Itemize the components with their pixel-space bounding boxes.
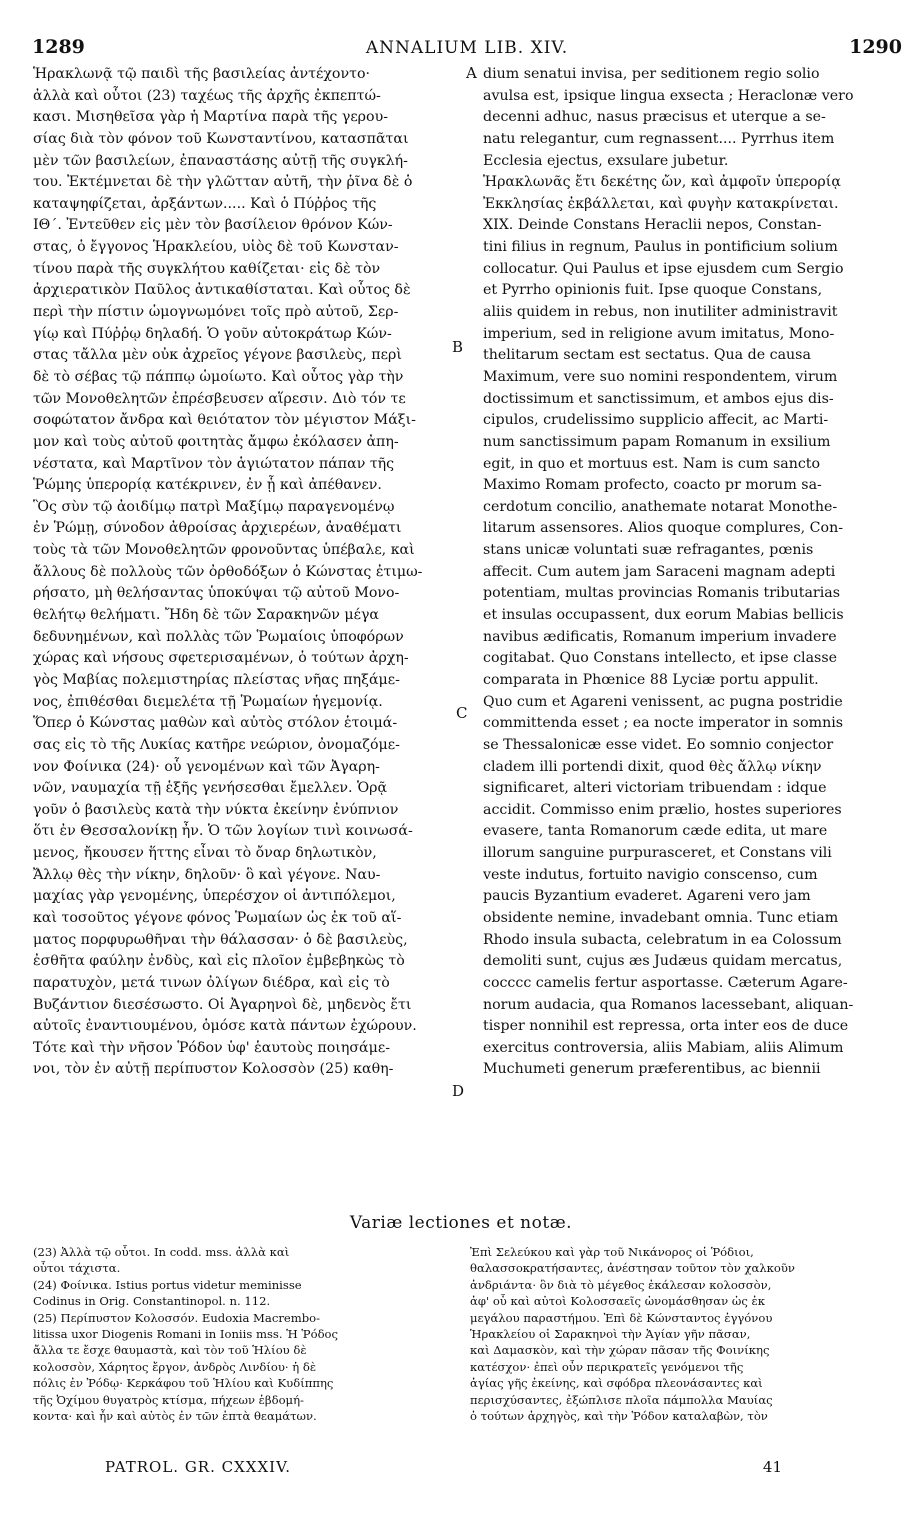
- latin-text-line: comparata in Phœnice 88 Lyciæ portu appulit.: [483, 671, 819, 688]
- latin-text-line: tisper nonnihil est repressa, orta inter eos de duce: [483, 1018, 849, 1035]
- footer-volume: PATROL. GR. CXXXIV.: [105, 1458, 292, 1476]
- latin-text-column: [483, 64, 901, 1081]
- latin-text-line: evasere, tanta Romanorum cæde edita, ut mare: [483, 823, 828, 840]
- latin-text-line: cocccc camelis fertur asportasse. Cæterum Agare-: [483, 974, 848, 991]
- latin-text-line: XIX. Deinde Constans Heraclii nepos, Constan-: [483, 217, 822, 234]
- latin-text-line: cogitabat. Quo Constans intellecto, et ipse classe: [483, 650, 838, 667]
- note-line: περισχύσαντες, ἐξώπλισε πλοῖα πάμπολλα Μαυίας: [470, 1392, 773, 1407]
- greek-text-line: ἀλλὰ καὶ οὗτοι (23) ταχέως τῆς ἀρχῆς ἐκπεπτώ-: [33, 87, 381, 104]
- greek-text-line: ἐν Ῥώμῃ, σύνοδον ἀθροίσας ἀρχιερέων, ἀναθέματι: [33, 520, 402, 537]
- greek-text-line: καταψηφίζεται, ἀρξάντων..... Καὶ ὁ Πύῤῥος τῆς: [33, 195, 377, 212]
- latin-text-line: norum audacia, qua Romanos lacessebant, aliquan-: [483, 996, 854, 1013]
- note-line: τῆς Ὀχίμου θυγατρὸς κτίσμα, πήχεων ἑβδομή-: [33, 1392, 304, 1407]
- greek-text-line: αὐτοῖς ἐναντιουμένου, ὁμόσε κατὰ πάντων ἐχώρουν.: [33, 1018, 417, 1035]
- latin-text-line: illorum sanguine purpurasceret, et Constans vili: [483, 845, 832, 862]
- greek-text-line: περὶ τὴν πίστιν ὡμογνωμόνει τοῖς πρὸ αὐτοῦ, Σερ-: [33, 304, 399, 321]
- greek-text-line: γίῳ καὶ Πύῤῥῳ δηλαδή. Ὁ γοῦν αὐτοκράτωρ Κών-: [33, 325, 392, 342]
- notes-heading: Variæ lectiones et notæ.: [349, 1213, 573, 1233]
- latin-text-line: et insulas occupassent, dux eorum Mabias bellicis: [483, 607, 844, 624]
- greek-text-line: ματος πορφυρωθῆναι τὴν θάλασσαν· ὁ δὲ βασιλεὺς,: [33, 931, 408, 948]
- latin-text-line: cerdotum concilio, anathemate notarat Monothe-: [483, 498, 838, 515]
- notes-left-column: [33, 1244, 453, 1424]
- latin-text-line: aliis quidem in rebus, non inutiliter administravit: [483, 304, 838, 321]
- greek-text-line: κασι. Μισηθεῖσα γὰρ ἡ Μαρτίνα παρὰ τῆς γερου-: [33, 109, 388, 126]
- latin-text-line: veste indutus, fortuito navigio conscenso, cum: [483, 866, 818, 883]
- note-line: ἄλλα τε ἔσχε θαυμαστὰ, καὶ τὸν τοῦ Ἡλίου δὲ: [33, 1343, 307, 1358]
- note-line: μεγάλου παραστήμου. Ἐπὶ δὲ Κώνσταντος ἐγγόνου: [470, 1310, 773, 1325]
- latin-text-line: Ἐκκλησίας ἐκβάλλεται, καὶ φυγὴν κατακρίνεται.: [483, 195, 839, 212]
- greek-text-line: σας εἰς τὸ τῆς Λυκίας κατῆρε νεώριον, ὀνομαζόμε-: [33, 736, 400, 753]
- latin-text-line: Ἡρακλωνᾶς ἔτι δεκέτης ὤν, καὶ ἀμφοῖν ὑπερορίᾳ: [483, 174, 841, 191]
- greek-text-line: ἄλλους δὲ πολλοὺς τῶν ὀρθοδόξων ὁ Κώνστας ἐτιμω-: [33, 563, 423, 580]
- latin-text-line: demoliti sunt, cujus æs Judæus quidam mercatus,: [483, 953, 843, 970]
- latin-text-line: obsidente nemine, invadebant omnia. Tunc etiam: [483, 909, 839, 926]
- greek-text-line: ὅτι ἐν Θεσσαλονίκῃ ἦν. Ὁ τῶν λογίων τινὶ κοινωσά-: [33, 823, 413, 840]
- latin-text-line: navibus ædificatis, Romanum imperium invadere: [483, 628, 837, 645]
- notes-right-column: [470, 1244, 900, 1424]
- latin-text-line: Ecclesia ejectus, exsulare jubetur.: [483, 152, 729, 169]
- greek-text-line: τίνου παρὰ τῆς συγκλήτου καθίζεται· εἰς δὲ τὸν: [33, 260, 381, 277]
- greek-text-line: δεδυνημένων, καὶ πολλὰς τῶν Ῥωμαίοις ὑποφόρων: [33, 628, 404, 645]
- greek-text-line: στας τἄλλα μὲν οὐκ ἀχρεῖος γέγονε βασιλεὺς, περὶ: [33, 347, 402, 364]
- page-number-left: 1289: [32, 36, 85, 58]
- note-line: κοντα· καὶ ἦν καὶ αὐτὸς ἐν τῶν ἑπτὰ θεαμάτων.: [33, 1408, 317, 1423]
- latin-text-line: committenda esset ; ea nocte imperator in somnis: [483, 715, 844, 732]
- note-line: Ἐπὶ Σελεύκου καὶ γὰρ τοῦ Νικάνορος οἱ Ῥόδιοι,: [470, 1245, 754, 1259]
- margin-letter-b: B: [452, 338, 464, 356]
- greek-text-line: τῶν Μονοθελητῶν ἐπρέσβευσεν αἵρεσιν. Διὸ τόν τε: [33, 390, 406, 407]
- latin-text-line: Rhodo insula subacta, celebratum in ea Colossum: [483, 931, 842, 948]
- greek-text-line: νοι, τὸν ἐν αὐτῇ περίπυστον Κολοσσὸν (25) καθη-: [33, 1061, 394, 1078]
- greek-text-line: ἐσθῆτα φαύλην ἐνδὺς, καὶ εἰς πλοῖον ἐμβεβηκὼς τὸ: [33, 953, 405, 970]
- greek-text-line: Ἡρακλωνᾷ τῷ παιδὶ τῆς βασιλείας ἀντέχοντο·: [33, 66, 370, 82]
- note-line: (23) Ἀλλὰ τῷ οὗτοι. In codd. mss. ἀλλὰ καὶ: [33, 1245, 290, 1259]
- note-line: ἀνδριάντα· ὃν διὰ τὸ μέγεθος ἐκάλεσαν κολοσσὸν,: [470, 1277, 772, 1292]
- footer-signature: 41: [762, 1458, 782, 1476]
- latin-text-line: significaret, alteri victoriam tribuendam : idque: [483, 780, 827, 797]
- greek-text-line: μὲν τῶν βασιλείων, ἐπαναστάσης αὐτῇ τῆς συγκλή-: [33, 152, 408, 169]
- latin-text-line: dium senatui invisa, per seditionem regio solio: [483, 66, 820, 82]
- latin-text-line: num sanctissimum papam Romanum in exsilium: [483, 433, 831, 450]
- note-line: (25) Περίπυστον Κολοσσόν. Eudoxia Macrembo-: [33, 1310, 321, 1325]
- latin-text-line: Maximum, vere suo nomini respondentem, virum: [483, 368, 838, 385]
- greek-text-line: σίας διὰ τὸν φόνον τοῦ Κωνσταντίνου, κατασπᾶται: [33, 130, 409, 147]
- greek-text-column: [33, 64, 464, 1081]
- note-line: ὁ τούτων ἀρχηγὸς, καὶ τὴν Ῥόδον καταλαβὼν, τὸν: [470, 1408, 768, 1423]
- greek-text-line: νος, ἐπιθέσθαι διεμελέτα τῇ Ῥωμαίων ἡγεμονίᾳ.: [33, 693, 383, 710]
- latin-text-line: collocatur. Qui Paulus et ipse ejusdem cum Sergio: [483, 260, 844, 277]
- latin-text-line: Muchumeti generum præferentibus, ac biennii: [483, 1061, 821, 1078]
- margin-letter-a: A: [466, 64, 477, 82]
- latin-text-line: se Thessalonicæ esse videt. Eo somnio conjector: [483, 736, 834, 753]
- latin-text-line: affecit. Cum autem jam Saraceni magnam adepti: [483, 563, 836, 580]
- latin-text-line: stans unicæ voluntati suæ refragantes, pœnis: [483, 542, 814, 559]
- running-title: ANNALIUM LIB. XIV.: [365, 38, 569, 58]
- latin-text-line: decenni adhuc, nasus præcisus et uterque a se-: [483, 109, 826, 126]
- note-line: Ἡρακλείου οἱ Σαρακηνοὶ τὴν Ἁγίαν γῆν πᾶσαν,: [470, 1326, 751, 1341]
- greek-text-line: μενος, ἤκουσεν ἥττης εἶναι τὸ ὄναρ δηλωτικὸν,: [33, 845, 377, 862]
- note-line: ἁγίας γῆς ἐκείνης, καὶ σφόδρα πλεονάσαντες καὶ: [470, 1376, 763, 1391]
- greek-text-line: Ὃς σὺν τῷ ἀοιδίμῳ πατρὶ Μαξίμῳ παραγενομένῳ: [33, 498, 395, 515]
- note-line: πόλις ἐν Ῥόδῳ· Κερκάφου τοῦ Ἡλίου καὶ Κυδίππης: [33, 1376, 334, 1391]
- latin-text-line: thelitarum sectam est sectatus. Qua de causa: [483, 347, 811, 364]
- latin-text-line: accidit. Commisso enim prælio, hostes superiores: [483, 801, 842, 818]
- greek-text-line: γοῦν ὁ βασιλεὺς κατὰ τὴν νύκτα ἐκείνην ἐνύπνιον: [33, 801, 399, 818]
- latin-text-line: paucis Byzantium evaderet. Agareni vero jam: [483, 888, 811, 905]
- latin-text-line: litarum assensores. Alios quoque complures, Con-: [483, 520, 844, 537]
- greek-text-line: καὶ τοσοῦτος γέγονε φόνος Ῥωμαίων ὡς ἐκ τοῦ αἵ-: [33, 909, 402, 926]
- greek-text-line: θελήτῳ θελήματι. Ἤδη δὲ τῶν Σαρακηνῶν μέγα: [33, 607, 380, 624]
- greek-text-line: μαχίας γὰρ γενομένης, ὑπερέσχον οἱ ἀντιπόλεμοι,: [33, 888, 396, 905]
- note-line: ἀφ' οὗ καὶ αὐτοὶ Κολοσσαεῖς ὠνομάσθησαν ὡς ἐκ: [470, 1294, 765, 1309]
- greek-text-line: ρήσατο, μὴ θελήσαντας ὑποκύψαι τῷ αὐτοῦ Μονο-: [33, 585, 400, 602]
- latin-text-line: potentiam, multas provincias Romanis tributarias: [483, 585, 840, 602]
- greek-text-line: Ὅπερ ὁ Κώνστας μαθὼν καὶ αὐτὸς στόλον ἑτοιμά-: [33, 715, 398, 732]
- latin-text-line: Maximo Romam profecto, coacto pr morum sa-: [483, 477, 822, 494]
- note-line: litissa uxor Diogenis Romani in Ioniis mss. Ἡ Ῥόδος: [33, 1326, 339, 1341]
- page-number-right: 1290: [849, 36, 902, 58]
- greek-text-line: νῶν, ναυμαχία τῇ ἑξῆς γενήσεσθαι ἔμελλεν. Ὁρᾷ: [33, 780, 388, 797]
- note-line: κολοσσὸν, Χάρητος ἔργον, ἀνδρὸς Λινδίου· ἡ δὲ: [33, 1359, 317, 1374]
- greek-text-line: μον καὶ τοὺς αὐτοῦ φοιτητὰς ἄμφω ἐκόλασεν ἀπη-: [33, 433, 399, 450]
- greek-text-line: δὲ τὸ σέβας τῷ πάππῳ ὡμοίωτο. Καὶ οὗτος γὰρ τὴν: [33, 368, 404, 385]
- greek-text-line: Βυζάντιον διεσέσωστο. Οἱ Ἀγαρηνοὶ δὲ, μηδενὸς ἔτι: [33, 996, 412, 1013]
- greek-text-line: στας, ὁ ἔγγονος Ἡρακλείου, υἱὸς δὲ τοῦ Κωνσταν-: [33, 239, 399, 256]
- greek-text-line: χώρας καὶ νήσους σφετερισαμένων, ὁ τούτων ἀρχη-: [33, 650, 409, 667]
- note-line: κατέσχον· ἐπεὶ οὖν περικρατεῖς γενόμενοι τῆς: [470, 1359, 744, 1374]
- note-line: θαλασσοκρατήσαντες, ἀνέστησαν τοῦτον τὸν χαλκοῦν: [470, 1261, 795, 1276]
- greek-text-line: Ἄλλῳ θὲς τὴν νίκην, δηλοῦν· ὃ καὶ γέγονε. Ναυ-: [33, 866, 381, 883]
- page-footer: [105, 1458, 882, 1478]
- latin-text-line: natu relegantur, cum regnassent.... Pyrrhus item: [483, 130, 835, 147]
- latin-text-line: cladem illi portendi dixit, quod θὲς ἄλλῳ νίκην: [483, 758, 822, 775]
- greek-text-line: ἀρχιερατικὸν Παῦλος ἀντικαθίσταται. Καὶ οὗτος δὲ: [33, 282, 411, 299]
- latin-text-line: imperium, sed in religione avum imitatus, Mono-: [483, 325, 835, 342]
- note-line: (24) Φοίνικα. Istius portus videtur meminisse: [33, 1277, 302, 1292]
- latin-text-line: exercitus controversia, aliis Mabiam, aliis Alimum: [483, 1039, 844, 1056]
- latin-text-line: et Pyrrho opinionis fuit. Ipse quoque Constans,: [483, 282, 823, 299]
- greek-text-line: τοὺς τὰ τῶν Μονοθελητῶν φρονοῦντας ὑπέβαλε, καὶ: [33, 542, 415, 559]
- note-line: καὶ Δαμασκὸν, καὶ τὴν χώραν πᾶσαν τῆς Φοινίκης: [470, 1343, 770, 1358]
- running-header: [32, 36, 902, 62]
- greek-text-line: γὸς Μαβίας πολεμιστηρίας πλείστας νῆας πηξάμε-: [33, 671, 400, 688]
- greek-text-line: Τότε καὶ τὴν νῆσον Ῥόδον ὑφ' ἑαυτοὺς ποιησάμε-: [33, 1039, 390, 1056]
- greek-text-line: παρατυχὸν, μετά τινων ὀλίγων διέδρα, καὶ εἰς τὸ: [33, 974, 390, 991]
- latin-text-line: avulsa est, ipsique lingua exsecta ; Heraclonæ vero: [483, 87, 854, 104]
- note-line: οὗτοι τάχιστα.: [33, 1261, 121, 1276]
- greek-text-line: νον Φοίνικα (24)· οὗ γενομένων καὶ τῶν Ἀγαρη-: [33, 758, 380, 775]
- margin-letter-c: C: [456, 704, 468, 722]
- latin-text-line: doctissimum et sanctissimum, et ambos ejus dis-: [483, 390, 834, 407]
- latin-text-line: cipulos, crudelissimo supplicio affecit, ac Marti-: [483, 412, 829, 429]
- greek-text-line: νέστατα, καὶ Μαρτῖνον τὸν ἁγιώτατον πάπαν τῆς: [33, 455, 395, 472]
- margin-letter-d: D: [452, 1082, 465, 1100]
- greek-text-line: του. Ἐκτέμνεται δὲ τὴν γλῶτταν αὐτῆ, τὴν ῥῖνα δὲ ὁ: [33, 174, 413, 191]
- greek-text-line: Ῥώμης ὑπερορίᾳ κατέκρινεν, ἐν ᾗ καὶ ἀπέθανεν.: [33, 477, 382, 494]
- note-line: Codinus in Orig. Constantinopol. n. 112.: [33, 1294, 271, 1309]
- latin-text-line: egit, in quo et mortuus est. Nam is cum sancto: [483, 455, 821, 472]
- latin-text-line: Quo cum et Agareni venissent, ac pugna postridie: [483, 693, 843, 710]
- latin-text-line: tini filius in regnum, Paulus in pontificium solium: [483, 239, 838, 256]
- greek-text-line: ΙΘ΄. Ἐντεῦθεν εἰς μὲν τὸν βασίλειον θρόνον Κών-: [33, 217, 393, 234]
- greek-text-line: σοφώτατον ἄνδρα καὶ θειότατον τὸν μέγιστον Μάξι-: [33, 412, 416, 429]
